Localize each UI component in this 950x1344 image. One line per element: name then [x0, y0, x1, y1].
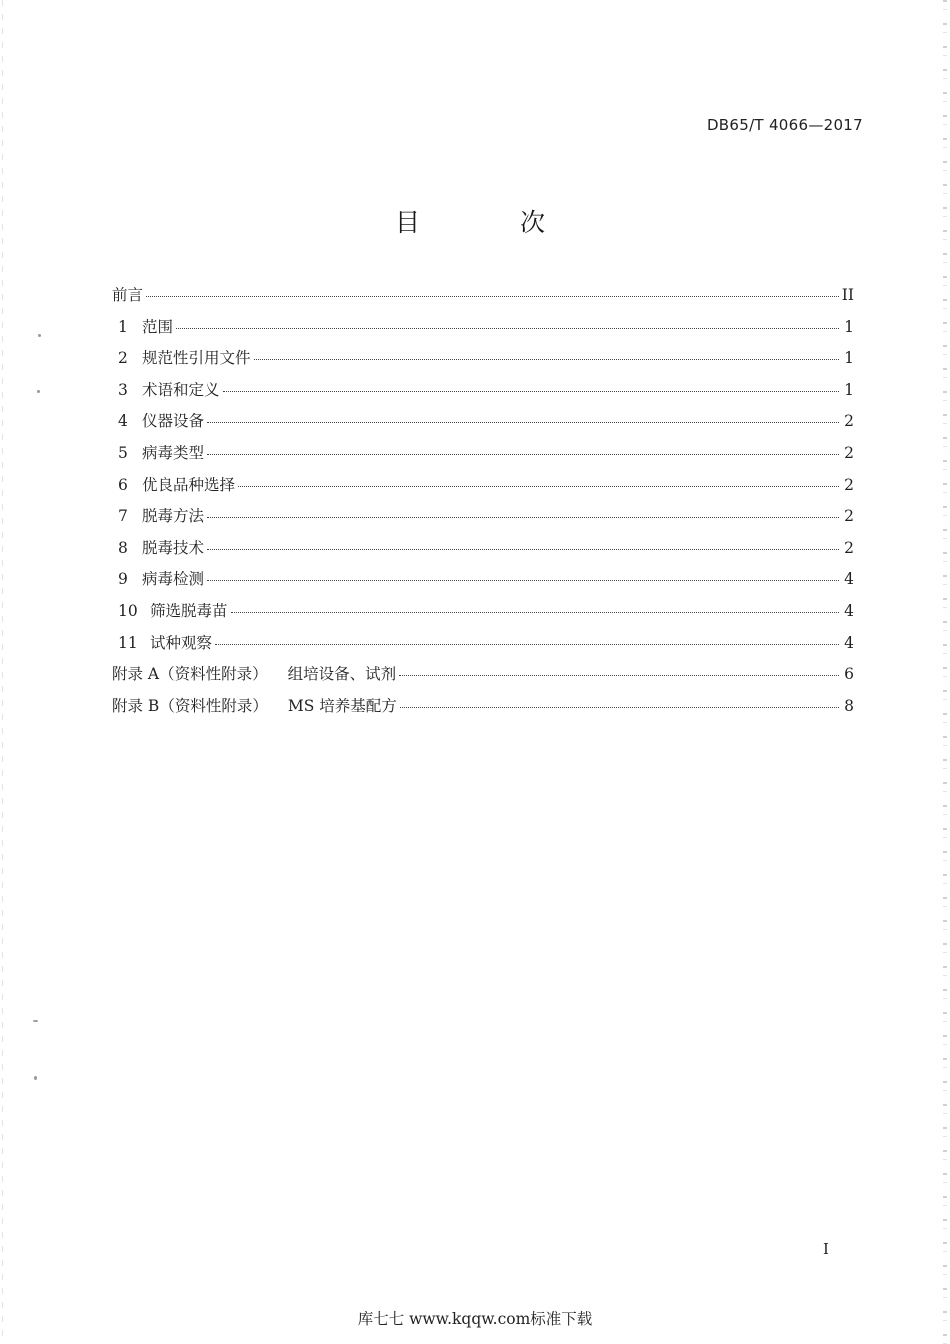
- toc-entry-page: 2: [844, 507, 854, 526]
- toc-entry-page: 2: [844, 412, 854, 431]
- toc-entry-number: 6: [118, 475, 128, 494]
- table-of-contents: [112, 281, 854, 723]
- toc-dot-leader: [254, 359, 839, 360]
- toc-dot-leader: [215, 644, 839, 645]
- toc-entry-label: MS 培养基配方: [287, 696, 397, 715]
- toc-entry-label: 前言: [112, 286, 144, 304]
- toc-entry-label: 范围: [142, 317, 174, 336]
- toc-entry[interactable]: [112, 629, 854, 661]
- toc-entry-page: 4: [844, 633, 854, 652]
- toc-entry-page: 1: [844, 317, 854, 336]
- toc-entry-number: 3: [118, 380, 128, 399]
- toc-entry-page: 1: [844, 380, 854, 399]
- scan-speck: [38, 334, 41, 337]
- scan-edge-right: [943, 0, 947, 1344]
- toc-dot-leader: [238, 486, 839, 487]
- toc-title: 目 次: [395, 208, 591, 237]
- toc-entry-number: 附录 B（资料性附录）: [112, 696, 268, 715]
- toc-entry-number: 2: [118, 349, 128, 368]
- toc-dot-leader: [207, 580, 839, 581]
- toc-dot-leader: [176, 328, 839, 329]
- toc-dot-leader: [400, 707, 839, 708]
- toc-entry-number: 11: [118, 633, 138, 652]
- toc-entry[interactable]: [112, 376, 854, 408]
- toc-entry-page: 4: [844, 601, 854, 620]
- toc-entry-label: 试种观察: [150, 633, 213, 652]
- toc-dot-leader: [207, 422, 839, 423]
- toc-entry-number: 4: [118, 412, 128, 431]
- page-number: I: [823, 1240, 829, 1258]
- footer-watermark: 库七七 www.kqqw.com标准下载: [357, 1310, 593, 1328]
- toc-entry-label: 规范性引用文件: [142, 349, 251, 368]
- toc-entry-label: 组培设备、试剂: [287, 665, 397, 684]
- toc-entry[interactable]: [112, 344, 854, 376]
- scan-speck: [34, 1076, 37, 1080]
- toc-entry[interactable]: [112, 565, 854, 597]
- toc-entry[interactable]: [112, 660, 854, 692]
- toc-entry-number: 7: [118, 507, 128, 526]
- toc-entry[interactable]: [112, 439, 854, 471]
- toc-entry[interactable]: [112, 313, 854, 345]
- toc-entry-label: 优良品种选择: [142, 475, 236, 494]
- toc-entry-label: 筛选脱毒苗: [150, 601, 228, 620]
- toc-dot-leader: [146, 296, 839, 297]
- toc-entry[interactable]: [112, 502, 854, 534]
- toc-entry-label: 脱毒方法: [142, 507, 205, 526]
- toc-dot-leader: [207, 517, 839, 518]
- toc-entry-number: 1: [118, 317, 128, 336]
- toc-entry-page: II: [841, 286, 854, 304]
- toc-entry-label: 术语和定义: [142, 380, 220, 399]
- toc-entry-page: 2: [844, 538, 854, 557]
- document-code: DB65/T 4066—2017: [706, 116, 863, 134]
- toc-entry[interactable]: [112, 692, 854, 724]
- toc-entry-page: 6: [844, 665, 854, 684]
- toc-entry-label: 病毒类型: [142, 443, 205, 462]
- toc-dot-leader: [399, 675, 839, 676]
- toc-entry-page: 4: [844, 570, 854, 589]
- toc-entry-page: 8: [844, 696, 854, 715]
- toc-entry-label: 病毒检测: [142, 570, 205, 589]
- toc-entry-label: 仪器设备: [142, 412, 205, 431]
- toc-entry[interactable]: [112, 534, 854, 566]
- toc-entry-page: 2: [844, 475, 854, 494]
- toc-entry[interactable]: [112, 471, 854, 503]
- scan-speck: [33, 1020, 38, 1022]
- toc-entry-page: 2: [844, 443, 854, 462]
- toc-entry[interactable]: [112, 597, 854, 629]
- toc-entry-number: 10: [118, 601, 138, 620]
- toc-entry[interactable]: [112, 281, 854, 313]
- toc-entry-number: 8: [118, 538, 128, 557]
- toc-entry-number: 附录 A（资料性附录）: [112, 665, 268, 684]
- toc-entry-label: 脱毒技术: [142, 538, 205, 557]
- toc-entry-number: 5: [118, 443, 128, 462]
- toc-dot-leader: [207, 454, 839, 455]
- toc-dot-leader: [231, 612, 839, 613]
- toc-entry-number: 9: [118, 570, 128, 589]
- toc-dot-leader: [223, 391, 839, 392]
- toc-entry-page: 1: [844, 349, 854, 368]
- scan-speck: [37, 390, 40, 393]
- toc-dot-leader: [207, 549, 839, 550]
- scan-edge-left: [2, 0, 3, 1344]
- toc-entry[interactable]: [112, 407, 854, 439]
